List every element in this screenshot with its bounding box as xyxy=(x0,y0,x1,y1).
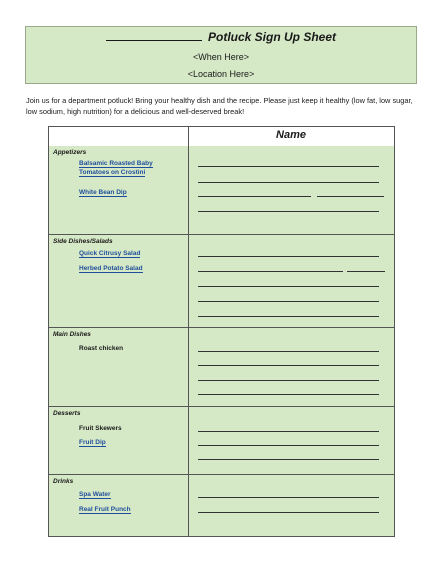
dish-link-white-bean-dip[interactable]: White Bean Dip xyxy=(79,189,127,196)
sheet-title xyxy=(26,30,416,44)
signup-line[interactable] xyxy=(198,445,379,446)
dish-fruit-skewers: Fruit Skewers xyxy=(79,425,122,432)
title-text: Potluck Sign Up Sheet xyxy=(207,30,336,44)
title-blank-line[interactable] xyxy=(106,30,202,41)
dish-link-balsamic-tomatoes[interactable]: Balsamic Roasted Baby Tomatoes on Crostini xyxy=(79,160,153,176)
section-title: Main Dishes xyxy=(53,331,91,338)
signup-line[interactable] xyxy=(198,182,379,183)
section-title: Drinks xyxy=(53,478,74,485)
dish-link-citrusy-salad[interactable]: Quick Citrusy Salad xyxy=(79,250,141,257)
signup-line[interactable] xyxy=(198,286,379,287)
signup-line[interactable] xyxy=(198,380,379,381)
signup-line[interactable] xyxy=(198,512,379,513)
signup-table xyxy=(48,126,395,537)
signup-line[interactable] xyxy=(198,316,379,317)
section-appetizers xyxy=(49,146,394,235)
signup-line[interactable] xyxy=(198,365,379,366)
section-title: Appetizers xyxy=(53,149,87,156)
when-text: <When Here> xyxy=(192,52,250,62)
column-divider xyxy=(188,127,189,536)
intro-paragraph: Join us for a department potluck! Bring your healthy dish and the recipe. Please just keep it healthy (low fat, low sugar, low sodium, high nutrition) for a delicious and well-deserved break! xyxy=(26,96,413,116)
signup-line[interactable] xyxy=(347,271,385,272)
signup-line[interactable] xyxy=(198,166,379,167)
section-title: Desserts xyxy=(53,410,81,417)
name-header-row xyxy=(49,127,394,147)
signup-line[interactable] xyxy=(198,211,379,212)
dish-link-herbed-potato-salad[interactable]: Herbed Potato Salad xyxy=(79,265,143,272)
signup-line[interactable] xyxy=(198,431,379,432)
signup-line[interactable] xyxy=(198,301,379,302)
dish-link-spa-water[interactable]: Spa Water xyxy=(79,491,111,498)
header-banner xyxy=(25,26,417,84)
dish-link-real-fruit-punch[interactable]: Real Fruit Punch xyxy=(79,506,131,513)
dish-link-fruit-dip[interactable]: Fruit Dip xyxy=(79,439,106,446)
section-desserts xyxy=(49,407,394,475)
signup-line[interactable] xyxy=(198,196,311,197)
dish-roast-chicken: Roast chicken xyxy=(79,345,124,352)
signup-line[interactable] xyxy=(198,271,343,272)
location-text: <Location Here> xyxy=(187,69,255,79)
signup-line[interactable] xyxy=(198,351,379,352)
signup-line[interactable] xyxy=(198,459,379,460)
section-drinks xyxy=(49,475,394,536)
name-column-header: Name xyxy=(276,129,306,141)
signup-line[interactable] xyxy=(317,196,384,197)
section-title: Side Dishes/Salads xyxy=(53,238,113,245)
section-side-dishes xyxy=(49,235,394,328)
signup-line[interactable] xyxy=(198,497,379,498)
signup-line[interactable] xyxy=(198,394,379,395)
section-main-dishes xyxy=(49,328,394,407)
signup-line[interactable] xyxy=(198,256,379,257)
